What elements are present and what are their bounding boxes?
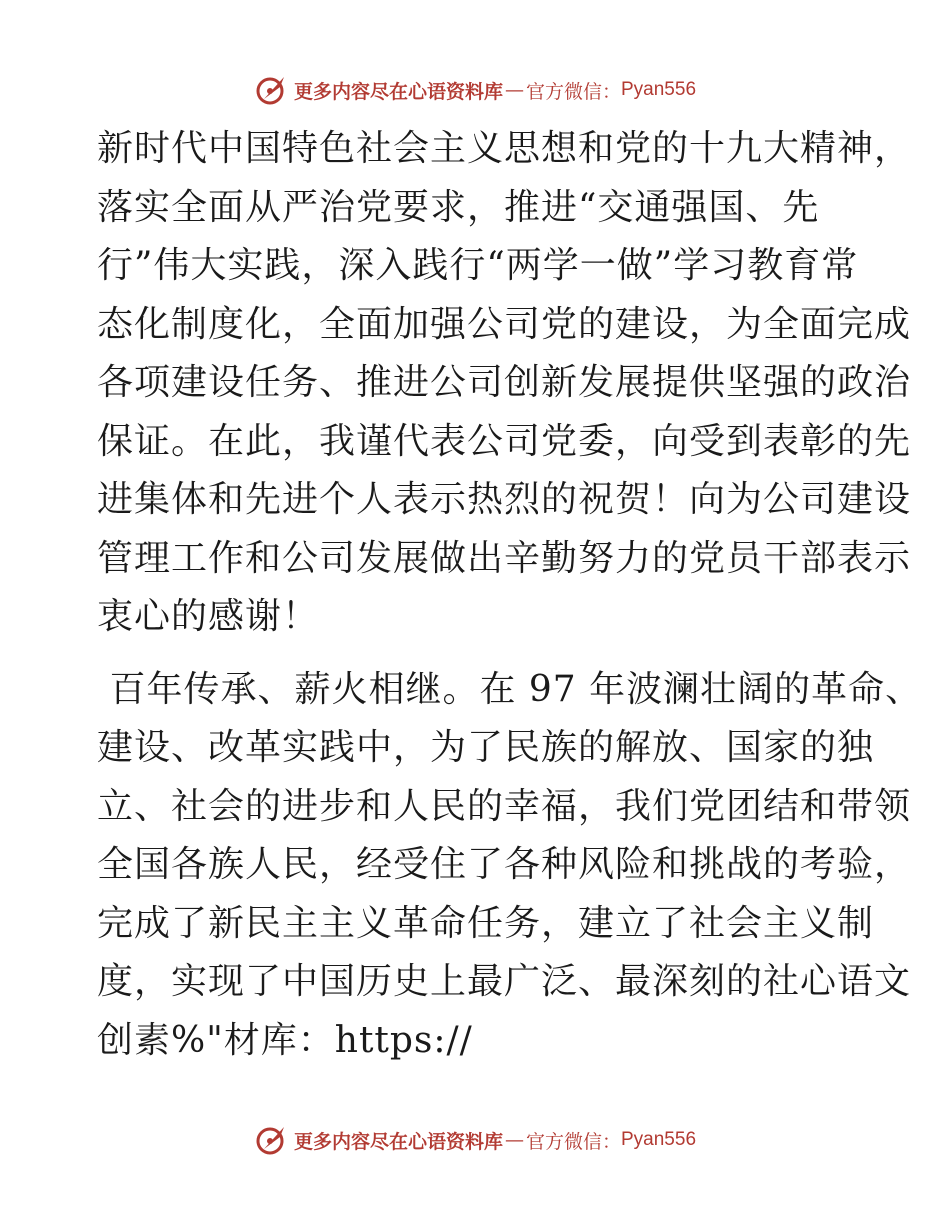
footer-wechat-label: 官方微信： (525, 1130, 621, 1153)
text-line: 完成了新民主主义革命任务，建立了社会主义制 (97, 902, 875, 944)
text-line: 落实全面从严治党要求，推进“交通强国、先 (97, 186, 820, 228)
quill-logo-icon (254, 73, 288, 107)
text-line: 各项建设任务、推进公司创新发展提供坚强的政治 (97, 362, 912, 403)
footer-brand-text: 更多内容尽在心语资料库 (293, 1130, 503, 1153)
header-dash: — (504, 79, 524, 101)
text-line: 创素%"材库：https:// (97, 1019, 473, 1061)
header-brand-text: 更多内容尽在心语资料库 (293, 80, 503, 103)
header-wechat-label: 官方微信： (525, 80, 621, 103)
document-body (97, 120, 923, 1070)
paragraph-2 (97, 661, 923, 1071)
footer-banner (0, 1120, 950, 1160)
quill-logo-icon (254, 1123, 288, 1157)
text-line: 度，实现了中国历史上最广泛、最深刻的社心语文 (97, 961, 912, 1002)
text-line: 进集体和先进个人表示热烈的祝贺！向为公司建设 (97, 479, 912, 520)
text-line: 衷心的感谢！ (97, 596, 320, 637)
text-line: 立、社会的进步和人民的幸福，我们党团结和带领 (97, 785, 912, 827)
paragraph-gap (97, 647, 857, 661)
text-line: 行”伟大实践，深入践行“两学一做”学习教育常 (97, 245, 859, 286)
text-line: 新时代中国特色社会主义思想和党的十九大精神， (97, 128, 912, 169)
text-line: 保证。在此，我谨代表公司党委，向受到表彰的先 (97, 420, 912, 462)
text-line: 建设、改革实践中，为了民族的解放、国家的独 (97, 727, 875, 768)
text-line: 全国各族人民，经受住了各种风险和挑战的考验， (97, 844, 912, 885)
footer-dash: — (504, 1129, 524, 1151)
header-wechat-id: Pyan556 (621, 79, 697, 100)
paragraph-1 (97, 120, 912, 647)
text-line: 态化制度化，全面加强公司党的建设，为全面完成 (97, 303, 912, 345)
text-line: 百年传承、薪火相继。在 97 年波澜壮阔的革命、 (97, 668, 923, 710)
header-banner (0, 70, 950, 110)
footer-wechat-id: Pyan556 (621, 1129, 697, 1150)
text-line: 管理工作和公司发展做出辛勤努力的党员干部表示 (97, 537, 912, 579)
